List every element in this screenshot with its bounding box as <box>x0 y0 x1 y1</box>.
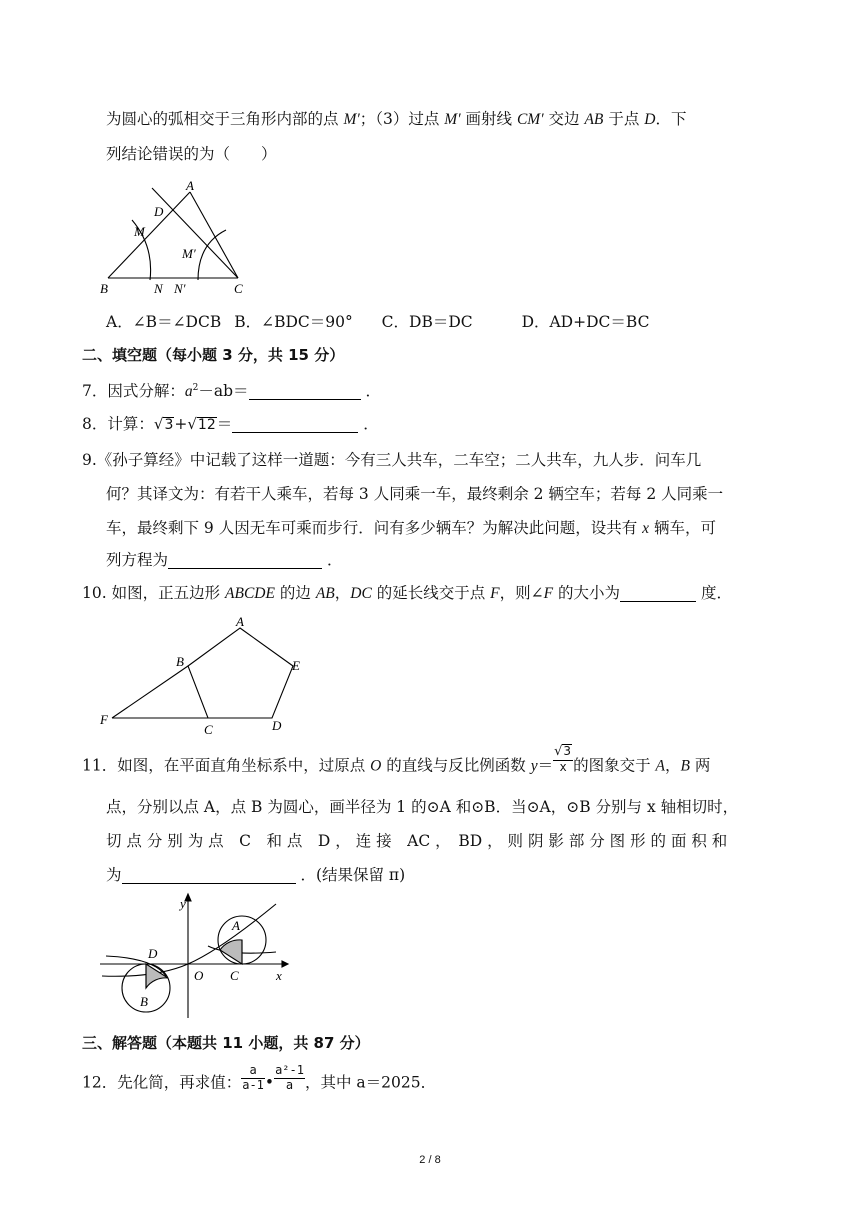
label-C: C <box>230 968 239 983</box>
q6-figure <box>98 176 258 298</box>
option-b: B．∠BDC＝90° <box>234 313 353 331</box>
section-2-title: 二、填空题（每小题 3 分，共 15 分） <box>82 346 345 364</box>
q12-fraction-2: $\frac{\text{a²-1}}{a}$ <box>275 1063 304 1092</box>
label-N2: N′ <box>174 281 186 296</box>
q9-line4: 列方程为 ． <box>106 551 343 569</box>
axis-y-label: y <box>180 896 186 911</box>
label-D: D <box>154 204 164 219</box>
label-A: A <box>232 918 240 933</box>
axis-x-label: x <box>276 968 282 983</box>
q9-line1: 9.《孙子算经》中记载了这样一道题：今有三人共车，二车空；二人共车，九人步．问车几 <box>82 451 702 469</box>
q6-line1: 为圆心的弧相交于三角形内部的点 M′；（3）过点 M′ 画射线 CM′ 交边 AB 于点 D．下 <box>106 110 687 128</box>
label-A: A <box>186 178 194 193</box>
q11-answer-blank[interactable] <box>122 869 296 884</box>
q10-answer-blank[interactable] <box>620 587 696 602</box>
label-F: F <box>100 712 108 727</box>
q7: 7．因式分解：$a^2-ab=$ ． <box>82 382 381 401</box>
q8-answer-blank[interactable] <box>232 418 358 433</box>
option-c: C．DB＝DC <box>381 313 473 331</box>
q10: 10. 如图，正五边形 ABCDE 的边 AB，DC 的延长线交于点 F，则∠F 的大小为 度． <box>82 584 732 602</box>
q9-line3: 车，最终剩下 9 人因无车可乘而步行．问有多少辆车？为解决此问题，设共有 x 辆车，可 <box>106 519 716 537</box>
option-a: A．∠B＝∠DCB <box>106 313 222 331</box>
label-D: D <box>148 946 158 961</box>
q9-line2: 何？其译文为：有若干人乘车，若每 3 人同乘一车，最终剩余 2 辆空车；若每 2 人同乘一 <box>106 485 724 503</box>
label-N: N <box>154 281 163 296</box>
label-E: E <box>292 658 300 673</box>
label-C: C <box>204 722 213 737</box>
page-number: 2 / 8 <box>419 1154 441 1166</box>
label-A: A <box>236 614 244 629</box>
q9-answer-blank[interactable] <box>168 554 322 569</box>
q11-line4: 为 ．(结果保留 π) <box>106 866 406 884</box>
q12: 12．先化简，再求值： $\frac{a}{a-1}$ • $\frac{\text{a²-1}}{a}$ ，其中 a＝2025． <box>82 1063 437 1092</box>
q8: 8．计算：√3+√12＝ ． <box>82 415 379 433</box>
q7-answer-blank[interactable] <box>249 385 361 400</box>
q11-fraction: $\frac{√3}{x}$ <box>554 744 572 774</box>
option-d: D．AD+DC＝BC <box>521 313 650 331</box>
label-M2: M′ <box>182 246 196 261</box>
label-B: B <box>100 281 108 296</box>
q10-figure <box>96 614 316 740</box>
label-B: B <box>140 994 148 1009</box>
section-3-title: 三、解答题（本题共 11 小题，共 87 分） <box>82 1034 370 1052</box>
q6-options <box>106 315 649 331</box>
q6-line2: 列结论错误的为（ ） <box>106 145 277 163</box>
label-B: B <box>176 654 184 669</box>
label-M: M <box>134 224 145 239</box>
q11-line1: 11．如图，在平面直角坐标系中，过原点 O 的直线与反比例函数 y＝ $\frac{√3}{x}$ 的图象交于 A，B 两 <box>82 744 711 775</box>
label-D: D <box>272 718 282 733</box>
q11-line3: 切 点 分 别 为 点 C 和 点 D ， 连 接 AC ， BD ， 则 阴 影 部 分 图 形 的 面 积 和 <box>106 832 728 850</box>
q11-figure <box>96 890 296 1022</box>
q11-line2: 点，分别以点 A，点 B 为圆心，画半径为 1 的⊙A 和⊙B．当⊙A，⊙B 分别与 x 轴相切时， <box>106 798 739 816</box>
label-C: C <box>234 281 243 296</box>
q12-fraction-1: $\frac{a}{a-1}$ <box>242 1063 264 1092</box>
label-O: O <box>194 968 204 983</box>
